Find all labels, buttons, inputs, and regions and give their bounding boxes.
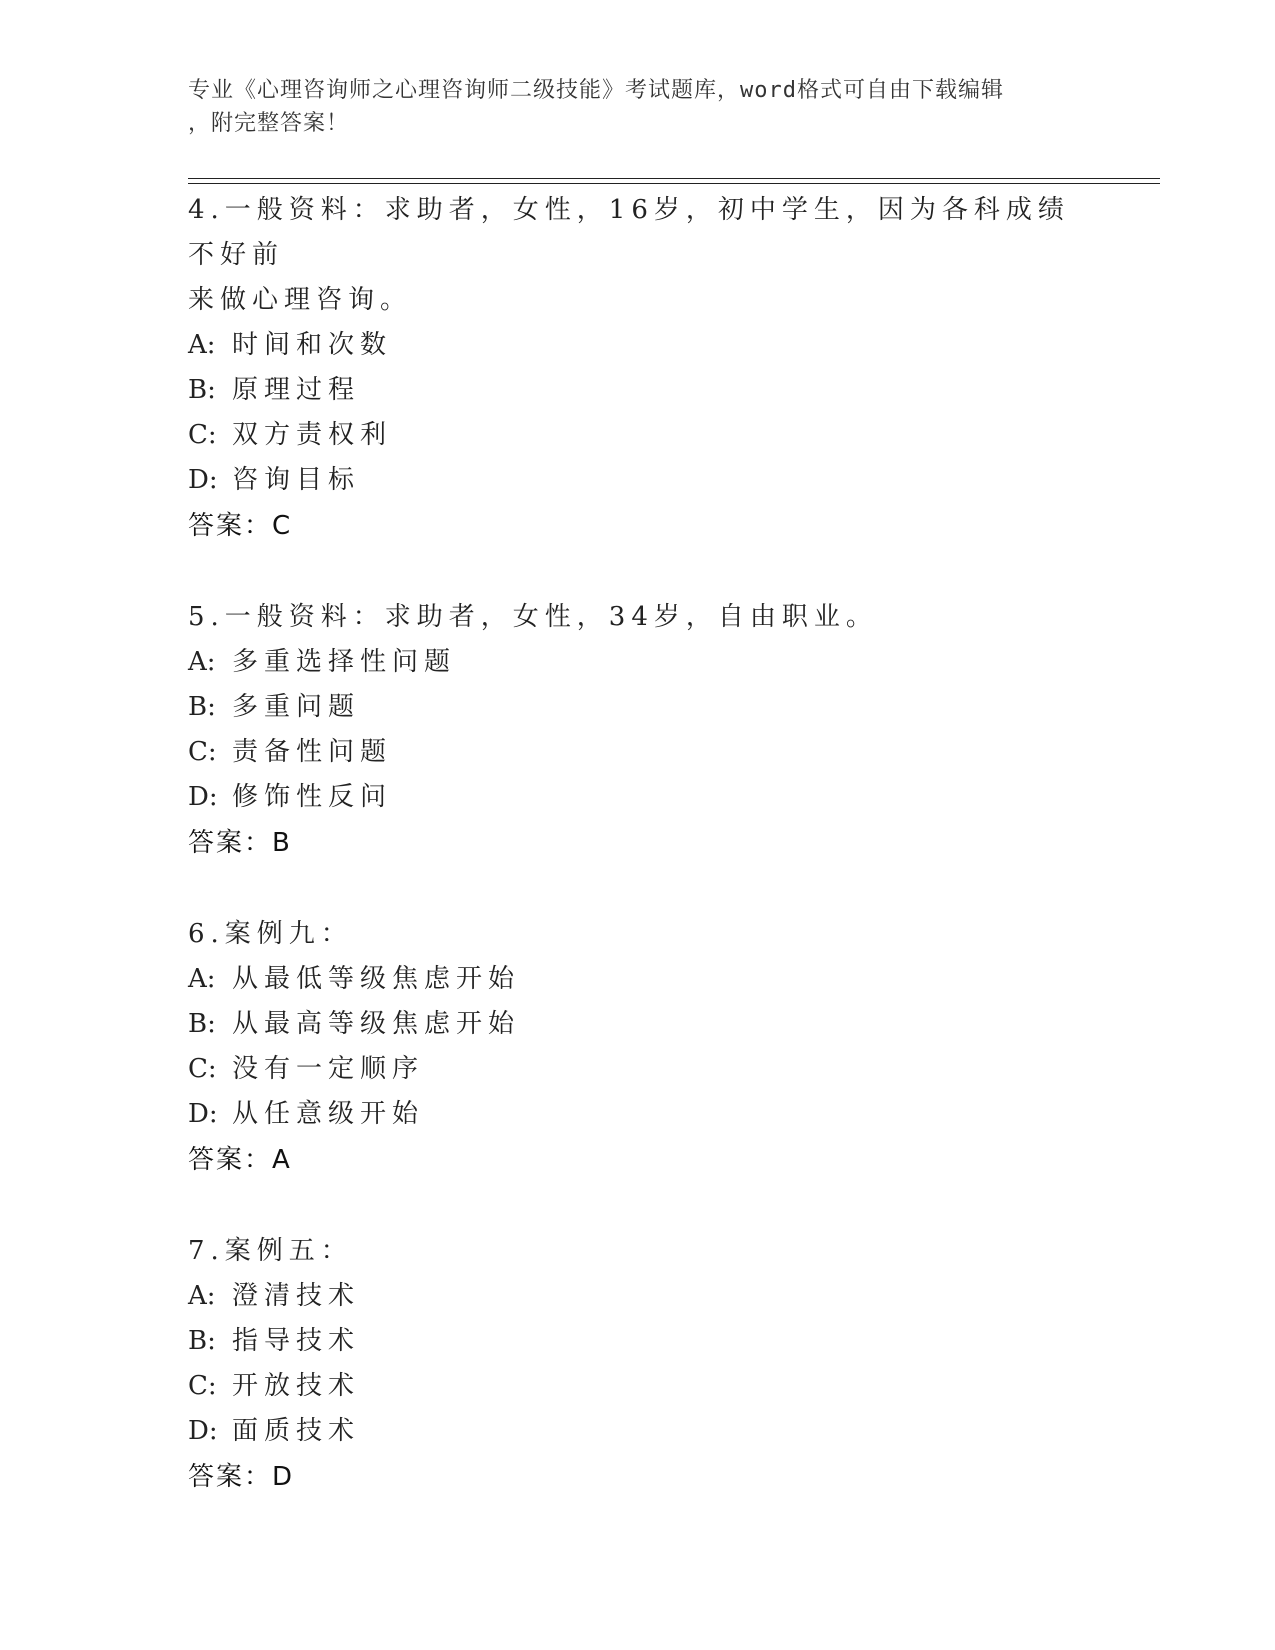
header-line-2: ，附完整答案！ [188, 111, 350, 136]
option-key: A: [188, 330, 216, 360]
option-text: 多重问题 [232, 692, 361, 722]
question-7 [188, 1229, 1088, 1500]
option-key: B: [188, 1009, 216, 1039]
option-c [188, 1047, 1088, 1092]
option-a [188, 957, 1088, 1002]
option-key: C: [188, 420, 217, 450]
answer: 答案：D [188, 1462, 295, 1492]
answer: 答案：C [188, 511, 293, 541]
question-list [188, 188, 1088, 1546]
option-key: A: [188, 1281, 216, 1311]
option-key: C: [188, 737, 217, 767]
option-c [188, 413, 1088, 458]
option-key: D: [188, 465, 218, 495]
option-b [188, 1002, 1088, 1047]
option-text: 责备性问题 [232, 737, 393, 767]
option-key: D: [188, 1099, 218, 1129]
answer: 答案：A [188, 1145, 292, 1175]
option-text: 从任意级开始 [232, 1099, 425, 1129]
question-stem-continued: 来做心理咨询。 [188, 285, 413, 315]
option-b [188, 1319, 1088, 1364]
question-stem: 4.一般资料：求助者，女性，16岁，初中学生，因为各科成绩不好前 [188, 195, 1070, 270]
option-key: A: [188, 964, 216, 994]
option-key: D: [188, 1416, 218, 1446]
option-key: B: [188, 1326, 216, 1356]
option-d [188, 458, 1088, 503]
option-text: 面质技术 [232, 1416, 361, 1446]
option-c [188, 730, 1088, 775]
option-key: B: [188, 692, 216, 722]
option-key: C: [188, 1371, 217, 1401]
question-6 [188, 912, 1088, 1183]
answer: 答案：B [188, 828, 292, 858]
option-d [188, 775, 1088, 820]
header-line-1: 专业《心理咨询师之心理咨询师二级技能》考试题库，word格式可自由下载编辑 [188, 78, 1004, 103]
option-d [188, 1409, 1088, 1454]
option-text: 咨询目标 [232, 465, 361, 495]
option-text: 多重选择性问题 [232, 647, 457, 677]
option-key: D: [188, 782, 218, 812]
question-stem: 7.案例五： [188, 1236, 353, 1266]
option-key: B: [188, 375, 216, 405]
option-text: 从最高等级焦虑开始 [232, 1009, 521, 1039]
option-text: 时间和次数 [232, 330, 393, 360]
option-text: 指导技术 [232, 1326, 361, 1356]
question-4 [188, 188, 1088, 549]
option-a [188, 640, 1088, 685]
option-text: 没有一定顺序 [232, 1054, 425, 1084]
option-text: 修饰性反问 [232, 782, 393, 812]
option-key: C: [188, 1054, 217, 1084]
option-a [188, 1274, 1088, 1319]
option-b [188, 368, 1088, 413]
option-text: 原理过程 [232, 375, 361, 405]
option-text: 澄清技术 [232, 1281, 361, 1311]
option-c [188, 1364, 1088, 1409]
question-stem: 6.案例九： [188, 919, 353, 949]
option-b [188, 685, 1088, 730]
option-text: 双方责权利 [232, 420, 393, 450]
option-text: 从最低等级焦虑开始 [232, 964, 521, 994]
option-d [188, 1092, 1088, 1137]
question-stem: 5.一般资料：求助者，女性，34岁，自由职业。 [188, 602, 878, 632]
header-divider [188, 178, 1160, 184]
option-key: A: [188, 647, 216, 677]
option-a [188, 323, 1088, 368]
document-header [188, 74, 1078, 140]
option-text: 开放技术 [232, 1371, 361, 1401]
question-5 [188, 595, 1088, 866]
